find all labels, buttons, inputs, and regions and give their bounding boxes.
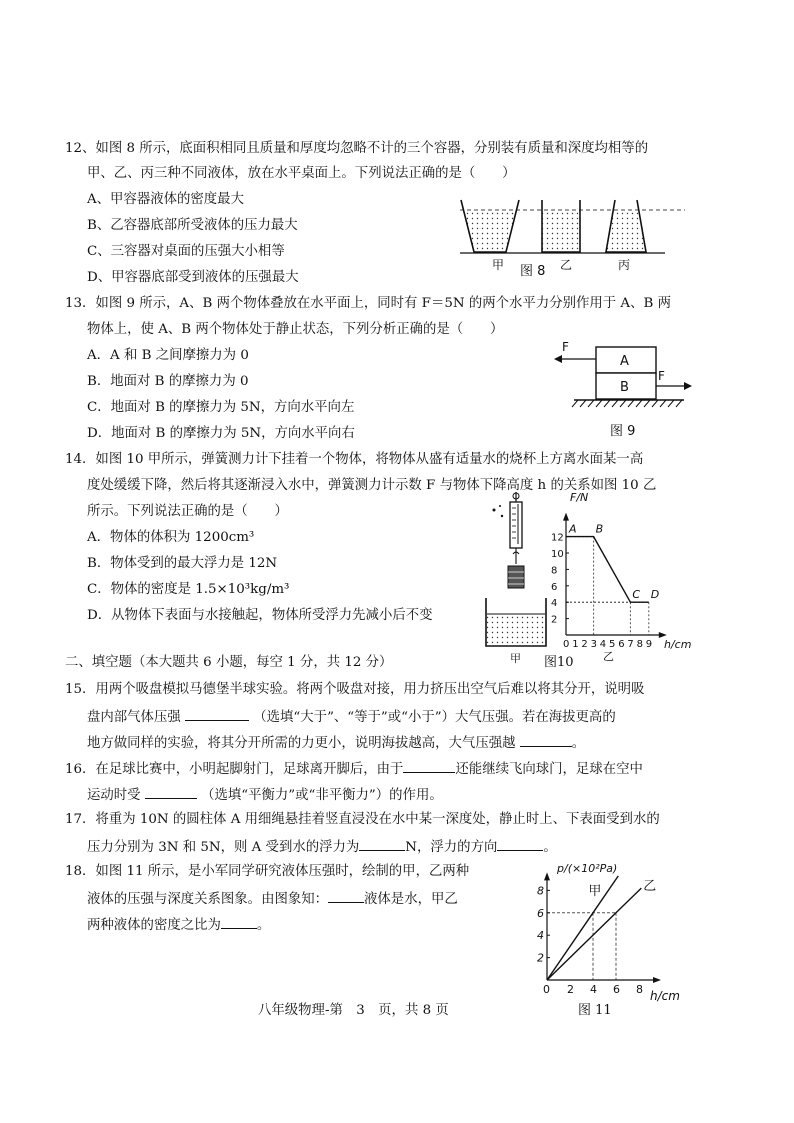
x-tick-label: 7: [627, 639, 634, 650]
q12-stem-line2: 甲、乙、丙三种不同液体，放在水平桌面上。下列说法正确的是（ ）: [87, 166, 516, 181]
q13-option-d: D．地面对 B 的摩擦力为 5N，方向水平向右: [87, 426, 355, 441]
q18-line2: 液体的压强与深度关系图象。由图象知： 液体是水，甲乙: [87, 888, 458, 910]
q15-line2: 盘内部气体压强 （选填“大于”、“等于”或“小于”）大气压强。若在海拔更高的: [87, 706, 616, 728]
q14-option-a: A．物体的体积为 1200cm³: [87, 530, 255, 545]
figure-9-caption: 图 9: [610, 424, 636, 439]
figure-10-spring-scale-apparatus: [480, 490, 552, 665]
q14-option-d: D．从物体下表面与水接触起，物体所受浮力先减小后不变: [87, 608, 433, 623]
figure-8-caption: 图 8: [520, 264, 546, 278]
label-bing: 丙: [618, 258, 631, 272]
q14-option-b: B．物体受到的最大浮力是 12N: [87, 556, 278, 571]
q13-option-c: C．地面对 B 的摩擦力为 5N，方向水平向左: [87, 400, 355, 415]
point-label: B: [595, 522, 604, 536]
q12-option-a: A、甲容器液体的密度最大: [87, 192, 244, 207]
x-axis-arrow: [653, 977, 661, 983]
q14-option-c: C．物体的密度是 1.5×10³kg/m³: [87, 582, 290, 597]
block-a-label: A: [620, 354, 629, 369]
point-label: D: [650, 588, 660, 602]
y-tick-label: 2: [537, 951, 544, 965]
y-tick-label: 4: [537, 929, 544, 943]
container-yi-liquid: [542, 210, 580, 252]
q13-option-b: B．地面对 B 的摩擦力为 0: [87, 374, 249, 389]
block-b-label: B: [620, 380, 629, 395]
x-tick-label: 1: [572, 639, 579, 650]
y-axis-label: p/(×10²Pa): [557, 862, 618, 875]
x-tick-label: 6: [613, 983, 620, 996]
figure-10-f-h-chart: [548, 488, 698, 670]
y-axis-arrow: [544, 872, 550, 880]
x-tick-label: 9: [645, 639, 653, 650]
series-label: 甲: [588, 883, 602, 899]
y-tick-label: 12: [551, 532, 564, 544]
answer-blank-17-2[interactable]: [497, 836, 543, 851]
y-tick-label: 6: [551, 581, 558, 593]
force-label-left: F: [562, 340, 569, 354]
figure-10a-label: 甲: [510, 652, 521, 665]
x-tick-label: 4: [590, 983, 597, 996]
figure-8-containers: [460, 196, 685, 278]
y-tick-label: 10: [551, 549, 564, 560]
q14-stem-line1: 14．如图 10 甲所示，弹簧测力计下挂着一个物体，将物体从盛有适量水的烧杯上方离水面某一高: [65, 452, 644, 467]
hanging-object: [508, 566, 524, 588]
answer-blank-16-1[interactable]: [403, 758, 455, 773]
x-tick-label: 3: [590, 639, 597, 650]
x-axis-label: h/cm: [650, 989, 680, 1003]
q14-stem-line2: 度处缓缓下降，然后将其逐渐浸入水中，弹簧测力计示数 F 与物体下降高度 h 的关系如图 10 乙: [87, 478, 657, 493]
y-tick-label: 8: [537, 884, 544, 898]
q12-option-b: B、乙容器底部所受液体的压力最大: [87, 218, 298, 233]
x-tick-label: 8: [636, 983, 643, 996]
force-label-right: F: [658, 369, 665, 383]
x-tick-label: 6: [618, 639, 625, 650]
answer-blank-15-2[interactable]: [520, 732, 572, 747]
x-tick-label: 5: [609, 639, 616, 650]
page-footer: 八年级物理-第 3 页，共 8 页: [258, 1003, 449, 1018]
x-tick-label: 4: [599, 639, 607, 650]
x-tick-label: 2: [581, 639, 588, 650]
q17-line2: 压力分别为 3N 和 5N，则 A 受到水的浮力为 N，浮力的方向 。: [87, 836, 557, 858]
figure-11-p-h-chart: [525, 858, 695, 1003]
q13-stem-line2: 物体上，使 A、B 两个物体处于静止状态，下列分析正确的是（ ）: [87, 322, 504, 337]
q18-line3: 两种液体的密度之比为 。: [87, 914, 270, 936]
q18-line1: 18．如图 11 所示，是小军同学研究液体压强时，绘制的甲，乙两种: [65, 864, 470, 879]
point-label: A: [569, 522, 577, 536]
point-label: C: [632, 588, 641, 602]
y-tick-label: 8: [551, 565, 558, 577]
y-tick-label: 2: [551, 614, 558, 626]
series-line-jia: [547, 876, 618, 980]
q15-line3: 地方做同样的实验，将其分开所需的力更小，说明海拔越高，大气压强越 。: [87, 732, 585, 754]
q16-line1: 16．在足球比赛中，小明起脚射门，足球离开脚后，由于 还能继续飞向球门，足球在空中: [65, 758, 643, 780]
figure-11-caption: 图 11: [578, 1003, 612, 1018]
answer-blank-18-2[interactable]: [221, 914, 257, 929]
q13-stem-line1: 13．如图 9 所示，A、B 两个物体叠放在水平面上，同时有 F＝5N 的两个水平力分别作用于 A、B 两: [65, 296, 671, 311]
x-tick-label: 8: [636, 639, 643, 650]
figure-10b-label: 乙: [603, 650, 614, 663]
q12-stem-line1: 12、如图 8 所示，底面积相同且质量和厚度均忽略不计的三个容器，分别装有质量和深度均相等的: [65, 141, 649, 156]
y-tick-label: 4: [551, 598, 558, 610]
series-line-yi: [547, 888, 641, 980]
q12-option-d: D、甲容器底部受到液体的压强最大: [87, 270, 299, 285]
y-axis-label: F/N: [570, 491, 589, 504]
q14-stem-line3: 所示。下列说法正确的是（ ）: [87, 504, 288, 519]
q12-option-c: C、三容器对桌面的压强大小相等: [87, 244, 285, 259]
q13-option-a: A．A 和 B 之间摩擦力为 0: [87, 348, 249, 363]
label-jia: 甲: [492, 258, 505, 272]
series-label: 乙: [643, 879, 657, 895]
label-yi: 乙: [560, 258, 573, 272]
x-tick-label: 2: [567, 983, 574, 996]
figure-10-caption: 图10: [544, 655, 574, 670]
q17-line1: 17．将重为 10N 的圆柱体 A 用细绳悬挂着竖直浸没在水中某一深度处，静止时上、下表面受到水的: [65, 812, 660, 827]
y-tick-label: 6: [537, 906, 544, 920]
answer-blank-18-1[interactable]: [328, 888, 364, 903]
origin-label: 0: [543, 983, 550, 996]
figure-9-blocks: [548, 337, 708, 441]
spring-scale: [510, 502, 522, 548]
answer-blank-15-1[interactable]: [185, 706, 249, 721]
y-axis-arrow: [563, 513, 569, 521]
q15-line1: 15．用两个吸盘模拟马德堡半球实验。将两个吸盘对接，用力挤压出空气后难以将其分开，说明吸: [65, 682, 645, 697]
q16-line2: 运动时受 （选填“平衡力”或“非平衡力”）的作用。: [87, 784, 443, 806]
x-axis-label: h/cm: [664, 638, 692, 651]
answer-blank-17-1[interactable]: [359, 836, 405, 851]
x-tick-label: 0: [563, 639, 570, 650]
water: [487, 614, 545, 645]
answer-blank-16-2[interactable]: [145, 784, 197, 799]
section-2-heading: 二、填空题（本大题共 6 小题，每空 1 分，共 12 分）: [65, 655, 393, 670]
